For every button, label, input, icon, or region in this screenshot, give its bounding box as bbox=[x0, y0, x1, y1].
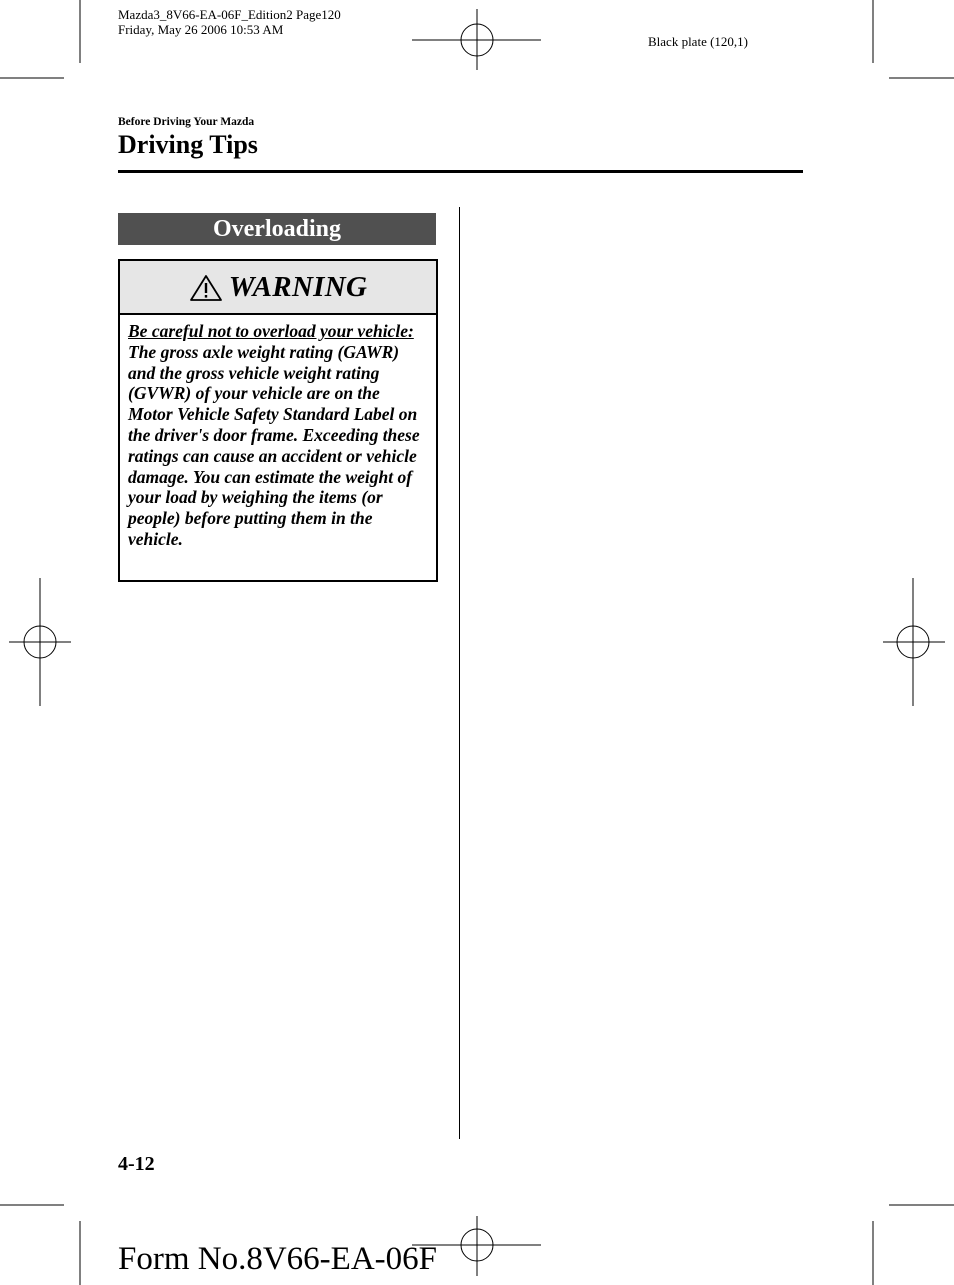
plate-label: Black plate (120,1) bbox=[648, 34, 748, 49]
print-header-date: Friday, May 26 2006 10:53 AM bbox=[118, 22, 284, 37]
print-header bbox=[118, 7, 341, 37]
warning-lead: Be careful not to overload your vehicle: bbox=[128, 321, 414, 341]
form-number: Form No.8V66-EA-06F bbox=[118, 1241, 437, 1277]
column-divider bbox=[459, 207, 460, 1139]
warning-box bbox=[118, 259, 438, 582]
topic-heading: Overloading bbox=[118, 213, 436, 245]
title-divider bbox=[118, 170, 803, 173]
warning-title: WARNING bbox=[228, 270, 368, 303]
warning-header bbox=[120, 261, 436, 315]
page-number: 4-12 bbox=[118, 1153, 155, 1175]
warning-body bbox=[120, 315, 436, 550]
print-header-file: Mazda3_8V66-EA-06F_Edition2 Page120 bbox=[118, 7, 341, 22]
section-label: Before Driving Your Mazda bbox=[118, 116, 255, 128]
page-title: Driving Tips bbox=[118, 130, 258, 159]
warning-triangle-icon bbox=[189, 274, 223, 302]
warning-text: The gross axle weight rating (GAWR) and the gross vehicle weight rating (GVWR) of your vehicle are on the Motor Vehicle Safety Standard Label on the driver's door frame. Exceeding these ratings can cause an accident or vehicle damage. You can estimate the weight of your load by weighing the items (or people) before putting them in the vehicle. bbox=[128, 341, 420, 549]
